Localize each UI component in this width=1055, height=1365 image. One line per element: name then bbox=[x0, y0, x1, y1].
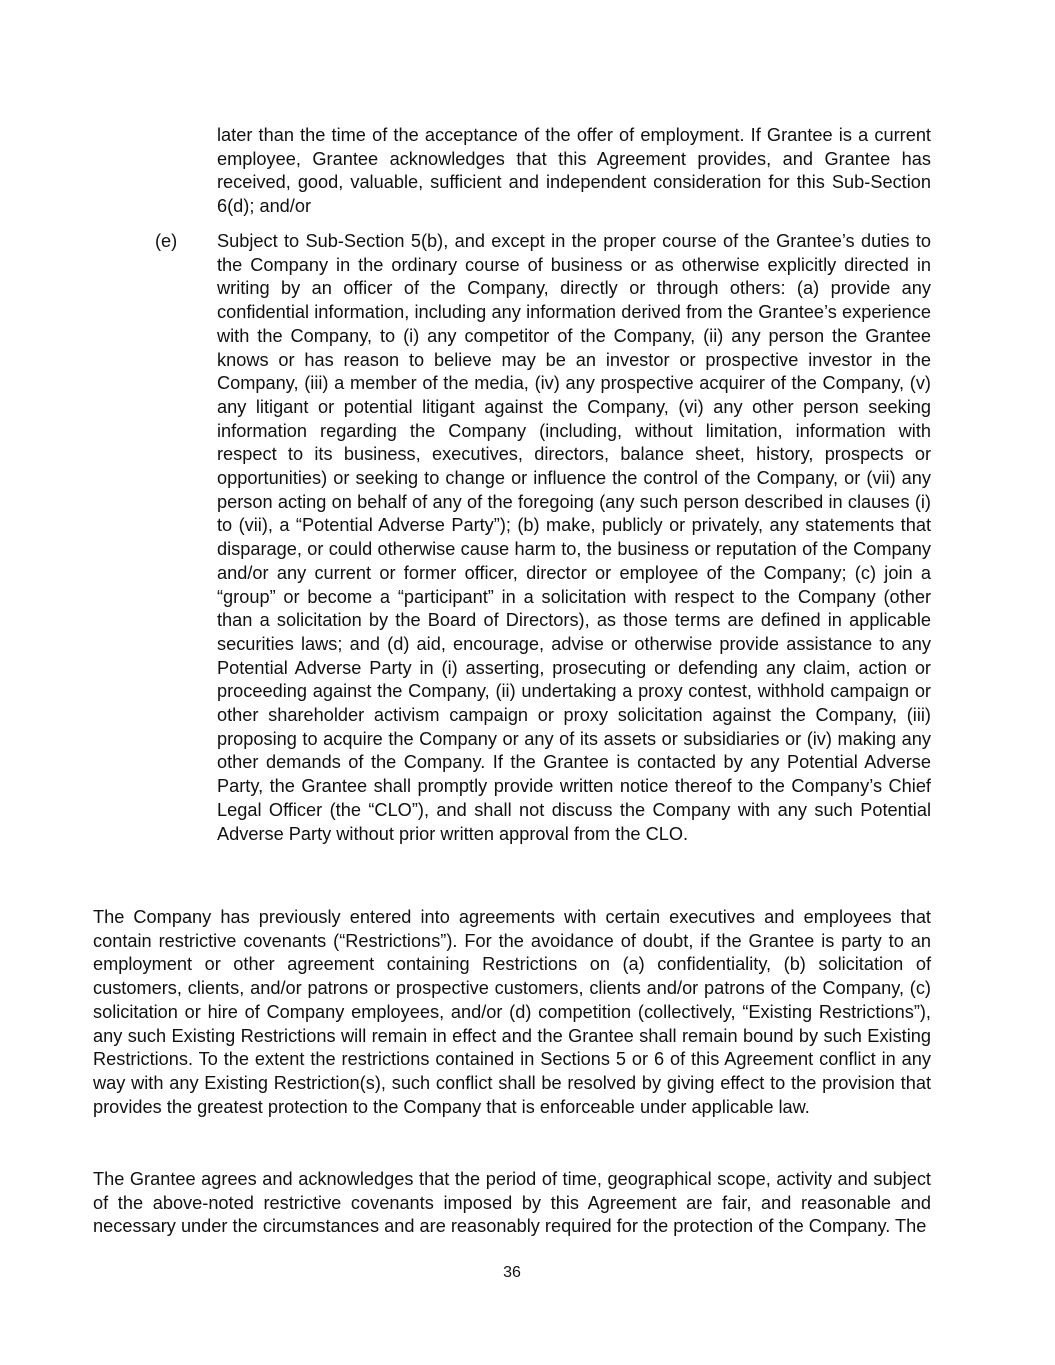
continuation-paragraph: later than the time of the acceptance of the offer of employment. If Grantee is a current employee, Grantee acknowledges that this Agreement provides, and Grantee has received, good, valuable, sufficient and independent consideration for this Sub-Section 6(d); and/or bbox=[217, 125, 931, 217]
list-item-label: (e) bbox=[155, 231, 178, 251]
existing-restrictions-paragraph: The Company has previously entered into agreements with certain executives and employees that contain restrictive covenants (“Restrictions”). For the avoidance of doubt, if the Grantee is party to an employment or other agreement containing Restrictions on (a) confidentiality, (b) solicitation of customers, clients, and/or patrons or prospective customers, clients and/or patrons of the Company, (c) solicitation or hire of Company employees, and/or (d) competition (collectively, “Existing Restrictions”), any such Existing Restrictions will remain in effect and the Grantee shall remain bound by such Existing Restrictions. To the extent the restrictions contained in Sections 5 or 6 of this Agreement conflict in any way with any Existing Restriction(s), such conflict shall be resolved by giving effect to the provision that provides the greatest protection to the Company that is enforceable under applicable law. bbox=[93, 907, 931, 1117]
acknowledgement-paragraph: The Grantee agrees and acknowledges that the period of time, geographical scope, activity and subject of the above-noted restrictive covenants imposed by this Agreement are fair, and reasonable and necessary under the circumstances and are reasonably required for the protection of the Company. The bbox=[93, 1169, 931, 1237]
list-item-text: Subject to Sub-Section 5(b), and except in the proper course of the Grantee’s duties to the Company in the ordinary course of business or as otherwise explicitly directed in writing by an officer of the Company, directly or through others: (a) provide any confidential information, including any information derived from the Grantee’s experience with the Company, to (i) any competitor of the Company, (ii) any person the Grantee knows or has reason to believe may be an investor or prospective investor in the Company, (iii) a member of the media, (iv) any prospective acquirer of the Company, (v) any litigant or potential litigant against the Company, (vi) any other person seeking information regarding the Company (including, without limitation, information with respect to its business, executives, directors, balance sheet, history, prospects or opportunities) or seeking to change or influence the control of the Company, or (vii) any person acting on behalf of any of the foregoing (any such person described in clauses (i) to (vii), a “Potential Adverse Party”); (b) make, publicly or privately, any statements that disparage, or could otherwise cause harm to, the business or reputation of the Company and/or any current or former officer, director or employee of the Company; (c) join a “group” or become a “participant” in a solicitation with respect to the Company (other than a solicitation by the Board of Directors), as those terms are defined in applicable securities laws; and (d) aid, encourage, advise or otherwise provide assistance to any Potential Adverse Party in (i) asserting, prosecuting or defending any claim, action or proceeding against the Company, (ii) undertaking a proxy contest, withhold campaign or other shareholder activism campaign or proxy solicitation against the Company, (iii) proposing to acquire the Company or any of its assets or subsidiaries or (iv) making any other demands of the Company. If the Grantee is contacted by any Potential Adverse Party, the Grantee shall promptly provide written notice thereof to the Company’s Chief Legal Officer (the “CLO”), and shall not discuss the Company with any such Potential Adverse Party without prior written approval from the CLO. bbox=[217, 231, 931, 844]
page-number: 36 bbox=[503, 1264, 521, 1281]
